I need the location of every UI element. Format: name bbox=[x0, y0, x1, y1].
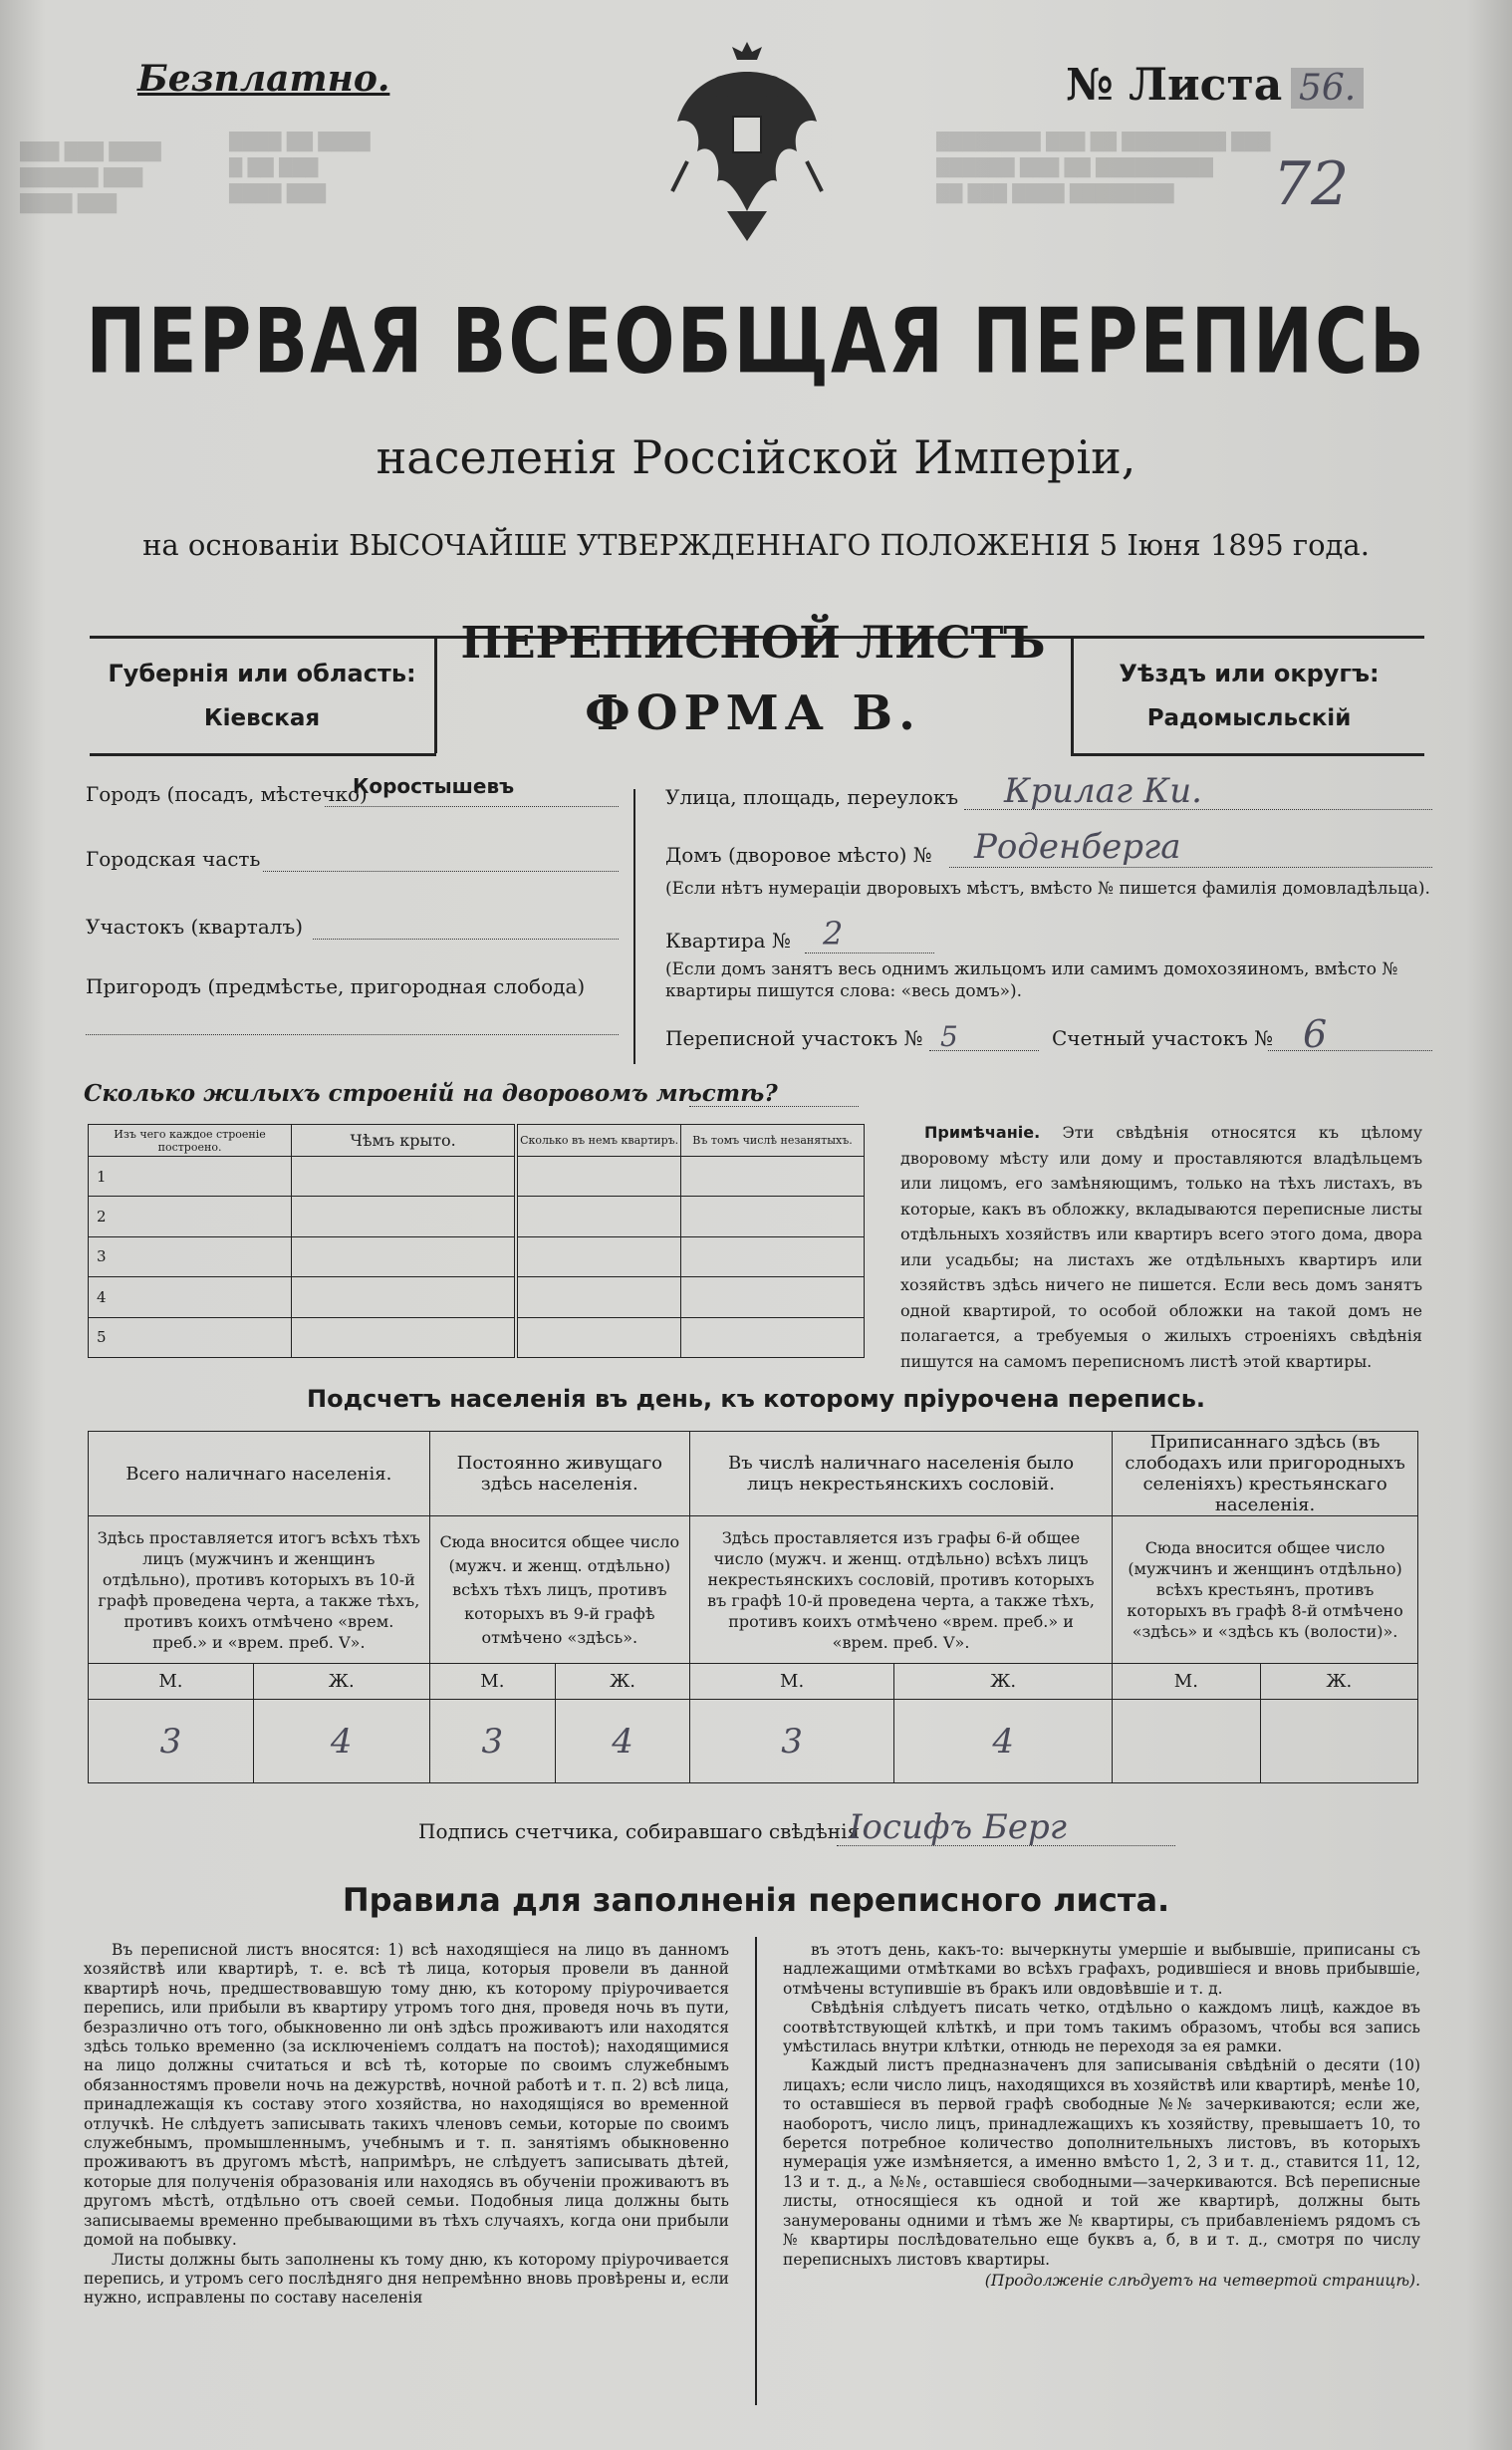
corner-number: 72 bbox=[1273, 149, 1350, 219]
population-description: Здѣсь проставляется изъ графы 6-й общее число (мужч. и женщ. отдѣльно) всѣхъ лицъ некрестьянскихъ сословій, противъ которыхъ въ графѣ 10-й проведена черта, а также тѣхъ, противъ коихъ отмѣчено «врем. преб.» и «врем. преб. V». bbox=[689, 1516, 1112, 1664]
counting-area-value: 6 bbox=[1303, 1012, 1328, 1056]
census-area-field bbox=[665, 1012, 1442, 1066]
buildings-header: Въ томъ числѣ незанятыхъ. bbox=[681, 1125, 865, 1157]
apartment-value: 2 bbox=[823, 915, 844, 953]
population-heading: Въ числѣ наличнаго населенія было лицъ некрестьянскихъ сословій. bbox=[689, 1432, 1112, 1516]
population-value: 4 bbox=[253, 1700, 429, 1783]
population-description: Сюда вносится общее число (мужчинъ и женщинъ отдѣльно) всѣхъ крестьянъ, противъ которыхъ въ графѣ 8-й отмѣчено «здѣсь» и «здѣсь къ (волости)». bbox=[1113, 1516, 1418, 1664]
address-divider bbox=[633, 789, 635, 1064]
census-title: ПЕРВАЯ ВСЕОБЩАЯ ПЕРЕПИСЬ bbox=[86, 288, 1426, 394]
district-field bbox=[86, 915, 624, 954]
rules-right-column bbox=[783, 1941, 1420, 2291]
census-area-value: 5 bbox=[940, 1020, 958, 1053]
population-description: Сюда вносится общее число (мужч. и женщ. отдѣльно) всѣхъ тѣхъ лицъ, противъ которыхъ въ 9-й графѣ отмѣчено «здѣсь». bbox=[429, 1516, 689, 1664]
rules-column-divider bbox=[755, 1937, 757, 2405]
city-part-field bbox=[86, 847, 624, 887]
rules-paragraph: Свѣдѣнія слѣдуетъ писать четко, отдѣльно о каждомъ лицѣ, каждое въ соотвѣтствующей клѣткѣ, и при томъ такимъ образомъ, чтобы вся запись умѣстилась внутри клѣтки, отнюдь не переходя за ея рамки. bbox=[783, 1999, 1420, 2056]
signature-value: Іосифъ Берг bbox=[849, 1807, 1067, 1847]
sex-label: М. bbox=[429, 1664, 555, 1700]
gubernia-label: Губернія или область: bbox=[108, 660, 416, 687]
population-value: 3 bbox=[89, 1700, 254, 1783]
buildings-question: Сколько жилыхъ строеній на дворовомъ мѣстѣ? bbox=[84, 1080, 778, 1107]
form-type: ФОРМА В. bbox=[585, 685, 921, 741]
buildings-row-number: 2 bbox=[89, 1197, 292, 1236]
free-label: Безплатно. bbox=[137, 58, 390, 100]
sex-label: Ж. bbox=[1260, 1664, 1417, 1700]
rules-left-column bbox=[84, 1941, 729, 2309]
street-label: Улица, площадь, переулокъ bbox=[665, 785, 959, 809]
street-value: Крилаг Ки. bbox=[1004, 771, 1202, 811]
sex-label: М. bbox=[89, 1664, 254, 1700]
city-part-label: Городская часть bbox=[86, 847, 261, 871]
sex-label: Ж. bbox=[894, 1664, 1113, 1700]
census-subtitle: населенія Россійской Имперіи, bbox=[376, 430, 1136, 484]
city-label: Городъ (посадъ, мѣстечко) bbox=[86, 782, 368, 806]
house-label: Домъ (дворовое мѣсто) № bbox=[665, 843, 932, 867]
signature-label: Подпись счетчика, собиравшаго свѣдѣнія bbox=[418, 1819, 861, 1843]
rules-paragraph: Каждый листъ предназначенъ для записыванія свѣдѣній о десяти (10) лицахъ; если число лицъ, находящихся въ хозяйствѣ или квартирѣ, менѣе 10, то оставшіеся въ первой графѣ свободные №№ зачеркиваются; если же, наоборотъ, число лицъ, принадлежащихъ къ хозяйству, превышаетъ 10, то берется потребное количество дополнительныхъ листовъ, въ которыхъ нумерація уже измѣняется, а именно вмѣсто 1, 2, 3 и т. д., ставится 11, 12, 13 и т. д., а №№, оставшіеся свободными—зачеркиваются. Всѣ переписные листы, относящіеся къ одной и той же квартирѣ, должны быть занумерованы одними и тѣмъ же № квартиры, съ прибавленіемъ рядомъ съ № квартиры послѣдовательно еще буквъ а, б, в и т. д., смотря по числу переписныхъ листовъ квартиры. bbox=[783, 2056, 1420, 2269]
house-field bbox=[665, 827, 1442, 883]
rules-continuation: (Продолженіе слѣдуетъ на четвертой страницѣ). bbox=[984, 2271, 1420, 2290]
population-table bbox=[88, 1431, 1418, 1783]
sheet-number-label: № Листа bbox=[1066, 60, 1283, 111]
house-note: (Если нѣтъ нумераціи дворовыхъ мѣстъ, вмѣсто № пишется фамилія домовладѣльца). bbox=[665, 879, 1430, 899]
buildings-header: Изъ чего каждое строеніе построено. bbox=[89, 1125, 292, 1157]
population-description: Здѣсь проставляется итогъ всѣхъ тѣхъ лицъ (мужчинъ и женщинъ отдѣльно), противъ которыхъ въ 10-й графѣ проведена черта, а также тѣхъ, противъ коихъ отмѣчено «врем. преб.» и «врем. преб. V». bbox=[89, 1516, 430, 1664]
city-value: Коростышевъ bbox=[353, 774, 515, 798]
buildings-row-number: 5 bbox=[89, 1317, 292, 1357]
rules-paragraph: Листы должны быть заполнены къ тому дню, къ которому пріурочивается перепись, и утромъ сего послѣдняго дня непремѣнно вновь провѣрены и, если нужно, исправлены по составу населенія bbox=[84, 2250, 729, 2308]
house-value: Роденберга bbox=[974, 827, 1181, 867]
population-value: 4 bbox=[894, 1700, 1113, 1783]
sex-label: М. bbox=[1113, 1664, 1261, 1700]
rules-title: Правила для заполненія переписного листа. bbox=[342, 1881, 1170, 1919]
form-header-bottom-right bbox=[1071, 753, 1424, 756]
bleed-through-ghost: ███ ███ ████ ██████ ███ ████ ███ ████ ██ ████ █ ██ ███ ████ ███ ████████ ███ ██ ████████ ███ ██████ ███ ██ █████████ ██ ███ ████ ████████ bbox=[20, 133, 1271, 214]
sex-label: Ж. bbox=[556, 1664, 690, 1700]
buildings-row-number: 1 bbox=[89, 1157, 292, 1197]
rules-paragraph: Въ переписной листъ вносятся: 1) всѣ находящіеся на лицо въ данномъ хозяйствѣ или квартирѣ, т. е. всѣ тѣ лица, которыя провели въ данной квартирѣ ночь, предшествовавшую тому дню, къ которому пріурочивается перепись, или прибыли въ квартиру утромъ того дня, проведя ночь въ пути, безразлично отъ того, обыкновенно ли онѣ здѣсь проживаютъ или находятся здѣсь только временно (за исключеніемъ солдатъ на постоѣ); находящимися на лицо должны считаться и всѣ тѣ, которые по своимъ служебнымъ обязанностямъ провели ночь на дежурствѣ, ночной работѣ и т. п. 2) всѣ лица, принадлежащія къ составу этого хозяйства, но находящіяся во временной отлучкѣ. Не слѣдуетъ записывать такихъ членовъ семьи, которые по своимъ служебнымъ, промышленнымъ, учебнымъ и т. п. занятіямъ обыкновенно проживаютъ въ другомъ мѣстѣ, напримѣръ, не слѣдуетъ записывать дѣтей, которые для полученія образованія или находясь въ обученіи проживаютъ въ другомъ мѣстѣ, отдѣльно отъ своей семьи. Подобныя лица должны быть записываемы временно пребывающими въ тѣхъ случаяхъ, когда они прибыли домой на побывку. bbox=[84, 1941, 729, 2250]
sheet-number-value: 56. bbox=[1291, 68, 1364, 109]
population-value: 3 bbox=[689, 1700, 893, 1783]
population-value bbox=[1113, 1700, 1261, 1783]
buildings-note-text: Эти свѣдѣнія относятся къ цѣлому дворовому мѣсту или дому и проставляются владѣльцемъ или лицомъ, его замѣняющимъ, только на тѣхъ листахъ, въ которые, какъ въ обложку, вкладываются переписные листы отдѣльныхъ хозяйствъ или квартиръ всего этого дома, двора или усадьбы; на листахъ же отдѣльныхъ квартиръ или хозяйствъ здѣсь ничего не пишется. Если весь домъ занятъ одной квартирой, то особой обложки на такой домъ не полагается, а требуемыя о жилыхъ строеніяхъ свѣдѣнія пишутся на самомъ переписномъ листѣ этой квартиры. bbox=[900, 1123, 1423, 1371]
apartment-label: Квартира № bbox=[665, 929, 791, 953]
population-value: 4 bbox=[556, 1700, 690, 1783]
buildings-answer-line bbox=[689, 1106, 859, 1107]
buildings-header: Сколько въ немъ квартиръ. bbox=[516, 1125, 680, 1157]
census-basis: на основаніи ВЫСОЧАЙШЕ УТВЕРЖДЕННАГО ПОЛОЖЕНІЯ 5 Іюня 1895 года. bbox=[142, 528, 1370, 562]
buildings-note bbox=[900, 1120, 1422, 1374]
buildings-row-number: 3 bbox=[89, 1236, 292, 1276]
street-field bbox=[665, 771, 1442, 825]
buildings-table bbox=[88, 1124, 865, 1358]
buildings-header: Чѣмъ крыто. bbox=[292, 1125, 517, 1157]
sex-label: Ж. bbox=[253, 1664, 429, 1700]
sex-label: М. bbox=[689, 1664, 893, 1700]
population-value: 3 bbox=[429, 1700, 555, 1783]
population-title: Подсчетъ населенія въ день, къ которому пріурочена перепись. bbox=[307, 1385, 1205, 1413]
uezd-value: Радомысльскій bbox=[1146, 705, 1352, 731]
district-label: Участокъ (кварталъ) bbox=[86, 915, 303, 939]
population-heading: Всего наличнаго населенія. bbox=[89, 1432, 430, 1516]
buildings-note-label: Примѣчаніе. bbox=[924, 1123, 1041, 1142]
imperial-eagle-icon bbox=[667, 42, 827, 251]
form-header-bottom-left bbox=[90, 753, 436, 756]
population-heading: Приписаннаго здѣсь (въ слободахъ или пригородныхъ селеніяхъ) крестьянскаго населенія. bbox=[1113, 1432, 1418, 1516]
census-area-label: Переписной участокъ № bbox=[665, 1026, 923, 1050]
buildings-row-number: 4 bbox=[89, 1277, 292, 1317]
apartment-note: (Если домъ занятъ весь однимъ жильцомъ или самимъ домохозяиномъ, вмѣсто № квартиры пишутся слова: «весь домъ»). bbox=[665, 959, 1398, 1001]
counting-area-label: Счетный участокъ № bbox=[1052, 1026, 1274, 1050]
rules-paragraph: въ этотъ день, какъ-то: вычеркнуты умершіе и выбывшіе, приписаны съ надлежащими отмѣтками во всѣхъ графахъ, родившіеся и вновь прибывшіе, отмѣчены вступившіе въ бракъ или овдовѣвшіе и т. д. bbox=[783, 1941, 1420, 1998]
city-field bbox=[86, 774, 624, 822]
uezd-label: Уѣздъ или округъ: bbox=[1119, 660, 1380, 687]
population-heading: Постоянно живущаго здѣсь населенія. bbox=[429, 1432, 689, 1516]
suburb-field bbox=[86, 974, 624, 1044]
population-value bbox=[1260, 1700, 1417, 1783]
gubernia-value: Кіевская bbox=[203, 705, 321, 731]
form-title: ПЕРЕПИСНОЙ ЛИСТЪ bbox=[460, 618, 1046, 669]
suburb-label: Пригородъ (предмѣстье, пригородная слобода) bbox=[86, 974, 586, 998]
signature-field bbox=[418, 1807, 1414, 1863]
